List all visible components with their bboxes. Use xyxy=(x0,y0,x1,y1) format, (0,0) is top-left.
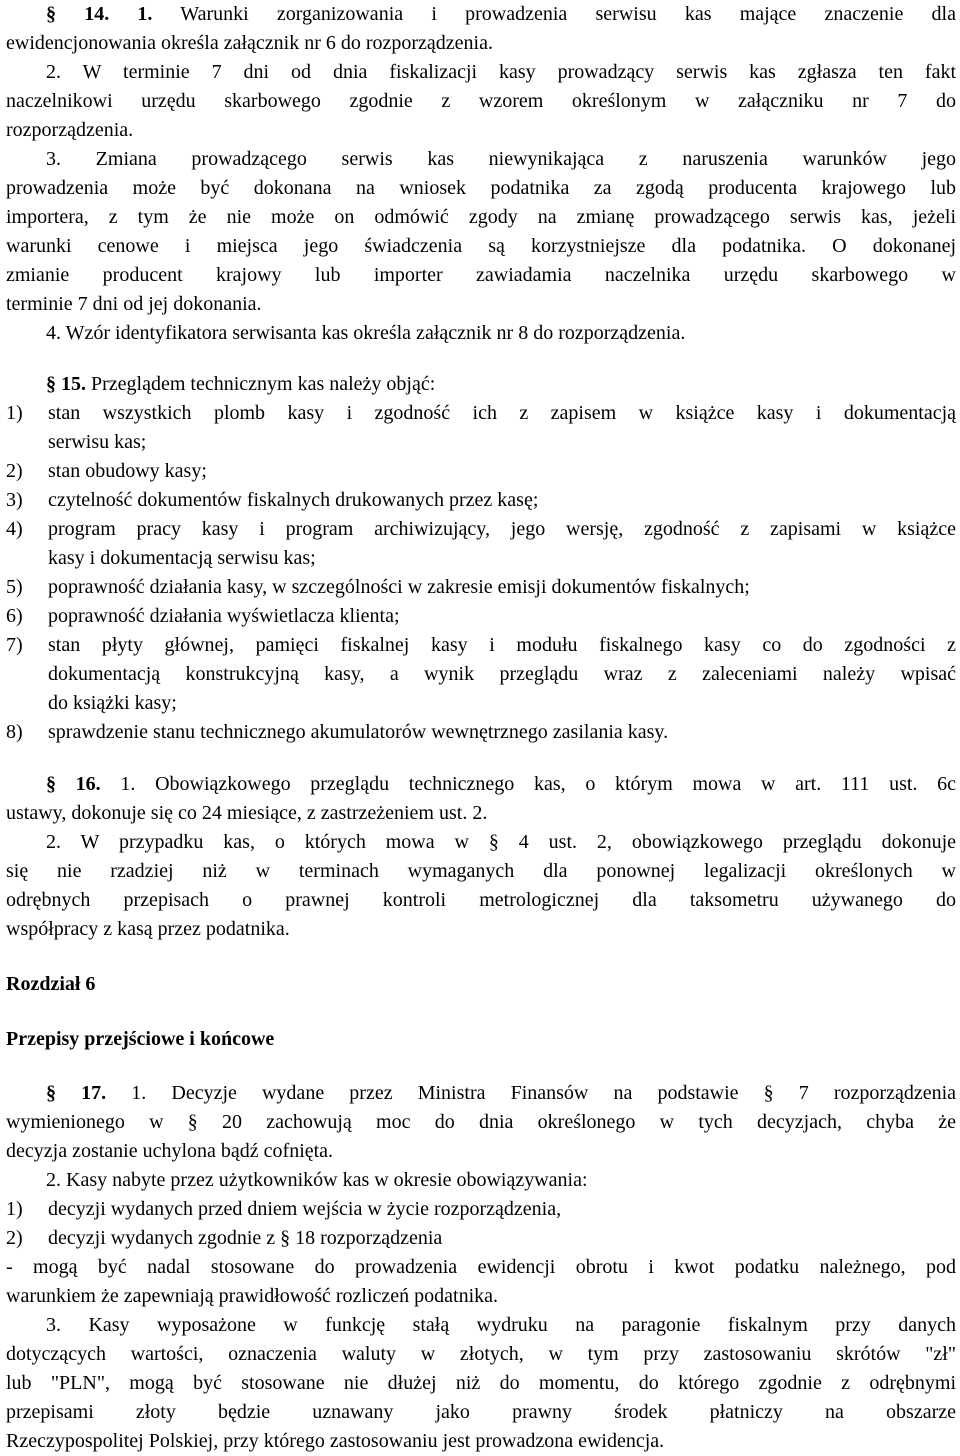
sec14-p3-num: 3. xyxy=(46,148,61,170)
list-item-number: 7) xyxy=(6,634,23,656)
list-item-text: decyzji wydanych zgodnie z § 18 rozporządzenia xyxy=(48,1227,443,1249)
sec16-p2-text: W przypadku kas, o których mowa w § 4 ust. 2, obowiązkowego przeglądu dokonuje xyxy=(80,831,956,853)
sec14-p3-line4: warunki cenowe i miejsca jego świadczenia są korzystniejsze dla podatnika. O dokonanej xyxy=(6,235,956,257)
list-item-text: stan płyty głównej, pamięci fiskalnej kasy i modułu fiskalnego kasy co do zgodności z xyxy=(48,634,956,656)
sec17-p3-num: 3. xyxy=(46,1314,61,1336)
list-item-text: poprawność działania kasy, w szczególności w zakresie emisji dokumentów fiskalnych; xyxy=(48,576,750,598)
list-item-text: program pracy kasy i program archiwizujący, jego wersję, zgodność z zapisami w książce xyxy=(48,518,956,540)
sec14-label: § 14. 1. xyxy=(46,3,153,25)
sec17-p3-line1 xyxy=(46,1311,956,1340)
sec17-p3-line2: dotyczących wartości, oznaczenia waluty w złotych, w tym przy zastosowaniu skrótów "zł" xyxy=(6,1343,956,1365)
list-item-number: 2) xyxy=(6,1227,23,1249)
list-item-number: 3) xyxy=(6,489,23,511)
sec17-p1-text: Decyzje wydane przez Ministra Finansów na podstawie § 7 rozporządzenia xyxy=(171,1082,957,1104)
sec17-p3-line3: lub "PLN", mogą być stosowane nie dłużej niż do momentu, do którego zgodnie z odrębnymi xyxy=(6,1372,956,1394)
sec15-intro xyxy=(46,370,435,399)
sec17-p3-line5: Rzeczypospolitej Polskiej, przy którego zastosowaniu jest prowadzona ewidencja. xyxy=(6,1430,665,1452)
sec14-p2-text: W terminie 7 dni od dnia fiskalizacji kasy prowadzący serwis kas zgłasza ten fakt xyxy=(82,61,956,83)
sec14-p2-line1 xyxy=(46,58,956,87)
list-item-text: sprawdzenie stanu technicznego akumulatorów wewnętrznego zasilania kasy. xyxy=(48,721,669,743)
sec17-p2-text: Kasy nabyte przez użytkowników kas w okresie obowiązywania: xyxy=(66,1169,588,1191)
sec16-p2-num: 2. xyxy=(46,831,61,853)
sec14-p2-num: 2. xyxy=(46,61,61,83)
sec17-p2-tail-line2: warunkiem że zapewniają prawidłowość rozliczeń podatnika. xyxy=(6,1285,499,1307)
list-item-number: 6) xyxy=(6,605,23,627)
sec14-p1-line1 xyxy=(46,0,956,29)
sec15-label: § 15. xyxy=(46,373,86,395)
document-page xyxy=(6,0,956,1456)
sec16-p1-text: Obowiązkowego przeglądu technicznego kas, o którym mowa w art. 111 ust. 6c xyxy=(155,773,957,795)
list-item-text: serwisu kas; xyxy=(48,431,147,453)
list-item-text: poprawność działania wyświetlacza klienta; xyxy=(48,605,400,627)
list-item-text: dokumentacją konstrukcyjną kasy, a wynik przeglądu wraz z zaleceniami należy wpisać xyxy=(48,663,956,685)
sec17-p1-line3: decyzja zostanie uchylona bądź cofnięta. xyxy=(6,1140,334,1162)
list-item-number: 1) xyxy=(6,402,23,424)
list-item-text: decyzji wydanych przed dniem wejścia w życie rozporządzenia, xyxy=(48,1198,562,1220)
list-item-number: 1) xyxy=(6,1198,23,1220)
sec14-p1-line2: ewidencjonowania określa załącznik nr 6 do rozporządzenia. xyxy=(6,32,493,54)
sec14-p3-text: Zmiana prowadzącego serwis kas niewynikająca z naruszenia warunków jego xyxy=(95,148,957,170)
sec14-p2-line3: rozporządzenia. xyxy=(6,119,134,141)
list-item-number: 8) xyxy=(6,721,23,743)
sec14-p3-line2: prowadzenia może być dokonana na wniosek podatnika za zgodą producenta krajowego lub xyxy=(6,177,956,199)
list-item-number: 4) xyxy=(6,518,23,540)
sec16-p2-line2: się nie rzadziej niż w terminach wymaganych dla ponownej legalizacji określonych w xyxy=(6,860,956,882)
chapter-title: Rozdział 6 xyxy=(6,973,96,995)
chapter-subtitle: Przepisy przejściowe i końcowe xyxy=(6,1028,275,1050)
list-item-text: stan obudowy kasy; xyxy=(48,460,207,482)
sec14-p3-line3: importera, z tym że nie może on odmówić zgody na zmianę prowadzącego serwis kas, jeżeli xyxy=(6,206,956,228)
list-item-number: 2) xyxy=(6,460,23,482)
sec17-p1-num: 1. xyxy=(131,1082,147,1104)
sec14-p2-line2: naczelnikowi urzędu skarbowego zgodnie z wzorem określonym w załączniku nr 7 do xyxy=(6,90,956,112)
sec14-p4-line1 xyxy=(46,319,685,348)
list-item-text: do książki kasy; xyxy=(48,692,177,714)
sec16-p2-line1 xyxy=(46,828,956,857)
sec14-p1-text: Warunki zorganizowania i prowadzenia serwisu kas mające znaczenie dla xyxy=(180,3,956,25)
sec17-p1-line2: wymienionego w § 20 zachowują moc do dnia określonego w tych decyzjach, chyba że xyxy=(6,1111,956,1133)
list-item-text: kasy i dokumentacją serwisu kas; xyxy=(48,547,316,569)
sec16-p1-line1 xyxy=(46,770,956,799)
sec16-p2-line4: współpracy z kasą przez podatnika. xyxy=(6,918,290,940)
sec14-p3-line5: zmianie producent krajowy lub importer zawiadamia naczelnika urzędu skarbowego w xyxy=(6,264,956,286)
sec14-p4-num: 4. xyxy=(46,322,61,344)
sec17-p2-intro xyxy=(46,1166,588,1195)
list-item-text: czytelność dokumentów fiskalnych drukowanych przez kasę; xyxy=(48,489,539,511)
sec14-p4-text: Wzór identyfikatora serwisanta kas określa załącznik nr 8 do rozporządzenia. xyxy=(65,322,686,344)
sec16-p1-num: 1. xyxy=(120,773,136,795)
sec17-p1-line1 xyxy=(46,1079,956,1108)
sec17-p3-line4: przepisami złoty będzie uznawany jako prawny środek płatniczy na obszarze xyxy=(6,1401,956,1423)
sec17-p2-num: 2. xyxy=(46,1169,61,1191)
sec17-label: § 17. xyxy=(46,1082,107,1104)
sec16-label: § 16. xyxy=(46,773,101,795)
list-item-text: stan wszystkich plomb kasy i zgodność ich z zapisem w książce kasy i dokumentacją xyxy=(48,402,956,424)
sec17-p2-tail-line1: - mogą być nadal stosowane do prowadzenia ewidencji obrotu i kwot podatku należnego, pod xyxy=(6,1256,956,1278)
sec14-p3-line1 xyxy=(46,145,956,174)
list-item-number: 5) xyxy=(6,576,23,598)
sec16-p2-line3: odrębnych przepisach o prawnej kontroli metrologicznej dla taksometru używanego do xyxy=(6,889,956,911)
sec17-p3-text: Kasy wyposażone w funkcję stałą wydruku na paragonie fiskalnym przy danych xyxy=(88,1314,957,1336)
sec15-intro-text: Przeglądem technicznym kas należy objąć: xyxy=(91,373,436,395)
sec16-p1-line2: ustawy, dokonuje się co 24 miesiące, z zastrzeżeniem ust. 2. xyxy=(6,802,488,824)
sec14-p3-line6: terminie 7 dni od jej dokonania. xyxy=(6,293,262,315)
